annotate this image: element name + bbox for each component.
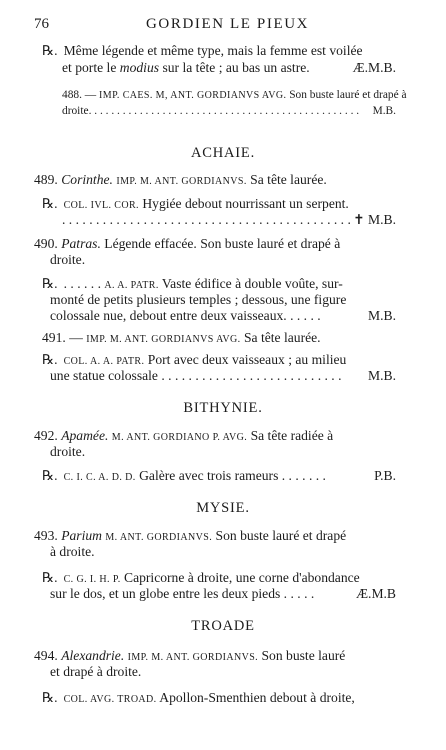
coin-491-reverse-2: [50, 368, 342, 384]
coin-494-reverse-1: [42, 690, 355, 708]
coin-492-legend: M. ANT. GORDIANO P. AVG.: [111, 432, 248, 443]
coin-489-line-1: [34, 172, 327, 190]
coin-493-reverse-legend: C. G. I. H. P.: [63, 574, 121, 585]
coin-494-line-2: et drapé à droite.: [50, 664, 142, 679]
section-heading-bithynie: BITHYNIE.: [183, 400, 263, 416]
intro-reference: Æ.M.B.: [352, 60, 396, 75]
coin-488-number: 488.: [62, 89, 82, 101]
reverse-symbol: ℞.: [42, 276, 58, 291]
coin-494-number: 494.: [34, 648, 58, 663]
coin-492-city: Apamée.: [61, 428, 109, 443]
reverse-symbol: ℞.: [42, 352, 58, 367]
coin-489-city: Corinthe.: [61, 172, 113, 187]
coin-493-city: Parium: [61, 528, 102, 543]
coin-494-city: Alexandrie.: [61, 648, 125, 663]
coin-493-line-2: à droite.: [50, 544, 95, 559]
coin-491-legend: IMP. M. ANT. GORDIANVS AVG.: [86, 334, 241, 345]
running-title: GORDIEN LE PIEUX: [146, 16, 310, 32]
coin-491-dots: . . . . . . . . . . . . . . . . . . . . .: [202, 368, 342, 383]
coin-493-reference: Æ.M.B: [355, 586, 396, 601]
coin-490-number: 490.: [34, 236, 58, 251]
coin-489-text: Sa tête laurée.: [250, 172, 327, 187]
intro-text-pre: et porte le: [62, 60, 117, 75]
coin-492-reverse-1: [42, 468, 326, 486]
coin-491-dash: —: [69, 330, 83, 345]
coin-489-number: 489.: [34, 172, 58, 187]
coin-493-reverse-text: Capricorne à droite, une corne d'abondance: [124, 570, 360, 585]
coin-491-text: Sa tête laurée.: [243, 330, 321, 345]
coin-490-text: Légende effacée. Son buste lauré et drapé à: [104, 236, 341, 251]
coin-489-reverse-text: Hygiée debout nourrissant un serpent.: [142, 196, 349, 211]
intro-word-modius: modius: [119, 60, 160, 75]
coin-494-text: Son buste lauré: [261, 648, 346, 663]
coin-492-reverse-legend: C. I. C. A. D. D.: [63, 472, 136, 483]
page-number: 76: [34, 16, 49, 32]
coin-490-city: Patras.: [61, 236, 101, 251]
coin-494-legend: IMP. M. ANT. GORDIANVS.: [127, 652, 259, 663]
coin-493-legend: M. ANT. GORDIANVS.: [105, 532, 213, 543]
coin-492-reference: P.B.: [374, 468, 396, 483]
coin-488-legend: IMP. CAES. M, ANT. GORDIANVS AVG.: [99, 90, 287, 101]
coin-491-line-1: [42, 330, 321, 348]
coin-491-reverse-text: Port avec deux vaisseaux ; au milieu: [147, 352, 347, 367]
coin-491-reverse-legend: COL. A. A. PATR.: [63, 356, 145, 367]
coin-490-reverse-text: Vaste édifice à double voûte, sur-: [161, 276, 343, 291]
coin-494-reverse-legend: COL. AVG. TROAD.: [63, 694, 157, 705]
section-heading-troade: TROADE: [191, 618, 255, 634]
coin-489-reference: ✝ M.B.: [353, 212, 396, 227]
reverse-symbol: ℞.: [42, 196, 58, 211]
coin-493-text: Son buste lauré et drapé: [215, 528, 347, 543]
coin-494-reverse-text: Apollon-Smenthien debout à droite,: [159, 690, 355, 705]
coin-490-reverse-dots: . . . . . .: [63, 276, 101, 291]
coin-491-number: 491.: [42, 330, 66, 345]
coin-490-reverse-3: colossale nue, debout entre deux vaisseaux. . . . . .: [50, 308, 321, 323]
coin-488-line-1: [62, 87, 407, 104]
coin-490-reverse-2: monté de petits plusieurs temples ; dessous, une figure: [50, 292, 347, 307]
coin-492-number: 492.: [34, 428, 58, 443]
coin-489-legend: IMP. M. ANT. GORDIANVS.: [116, 176, 247, 187]
intro-text: Même légende et même type, mais la femme est voilée: [63, 43, 363, 58]
coin-490-reverse-legend: A. A. PATR.: [104, 280, 159, 291]
coin-490-line-2: droite.: [50, 252, 86, 267]
coin-492-text: Sa tête radiée à: [250, 428, 334, 443]
coin-493-number: 493.: [34, 528, 58, 543]
coin-489-dots: . . . . . . . . . . . . . . . . . . . . . . . . . . . . . . . . . . . . . . . . . . .: [62, 212, 351, 227]
coin-491-reverse-text-2: une statue colossale . . . . . .: [50, 368, 199, 383]
coin-490-reference: M.B.: [368, 308, 396, 323]
section-heading-mysie: MYSIE.: [196, 500, 250, 516]
reverse-symbol: ℞.: [42, 690, 58, 705]
intro-line-2: [62, 60, 310, 76]
coin-488-droite: droite: [62, 105, 89, 117]
coin-492-line-2: droite.: [50, 444, 86, 459]
coin-492-reverse-text: Galère avec trois rameurs . . . . . . .: [139, 468, 326, 483]
reverse-symbol: ℞.: [42, 468, 58, 483]
coin-488-dash: —: [84, 89, 97, 101]
intro-text-post: sur la tête ; au bas un astre.: [162, 60, 310, 75]
section-heading-achaie: ACHAIE.: [191, 145, 255, 161]
intro-line-1: [42, 43, 363, 59]
coin-488-text: Son buste lauré et drapé à: [289, 89, 407, 101]
coin-491-reference: M.B.: [368, 368, 396, 383]
reverse-symbol: ℞.: [42, 43, 58, 58]
coin-490-line-1: [34, 236, 340, 252]
reverse-symbol: ℞.: [42, 570, 58, 585]
coin-489-reverse-legend: COL. IVL. COR.: [63, 200, 139, 211]
coin-493-reverse-2: sur le dos, et un globe entre les deux pieds . . . . .: [50, 586, 315, 601]
coin-488-line-2: [62, 103, 359, 119]
coin-488-dots: . . . . . . . . . . . . . . . . . . . . . . . . . . . . . . . . . . . . . . . . . . . . . . . .: [88, 105, 360, 117]
coin-488-reference: M.B.: [372, 105, 396, 117]
